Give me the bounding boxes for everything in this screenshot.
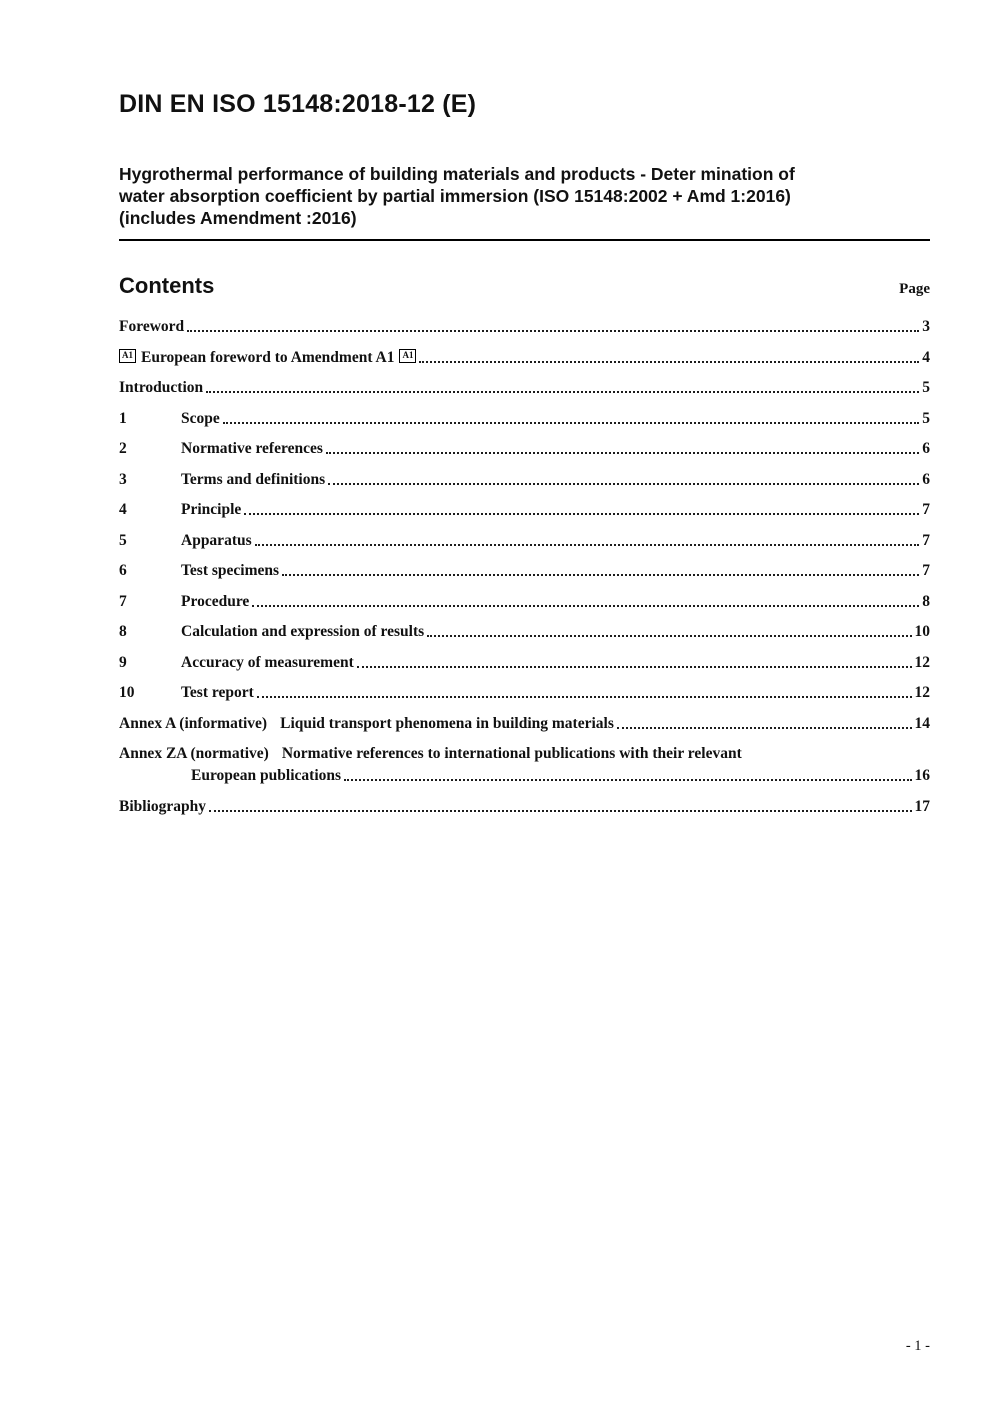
toc-entry-number: 8 [119,623,127,640]
toc-entry-page-number: 6 [922,440,930,457]
toc-entry-number: 1 [119,409,127,427]
toc-entry-page-number: 7 [922,562,930,579]
toc-entry-page-number: 17 [914,797,930,815]
toc-entry [119,470,930,489]
toc-entry-page-number: 16 [914,767,930,784]
toc-entry-label: Scope [181,409,220,427]
page-content [119,0,930,816]
title-divider-rule [119,239,930,241]
toc-entry [119,317,930,336]
dotted-leader [223,422,920,424]
dotted-leader [328,483,919,485]
toc-entry-page-number: 7 [922,501,930,518]
toc-entry-continuation [119,766,930,785]
toc-entry-page-number: 14 [914,714,930,732]
toc-entry-label: Apparatus [181,531,252,549]
document-title-line: water absorption coefficient by partial immersion (ISO 15148:2002 + Amd 1:2016) [119,186,791,206]
dotted-leader [419,361,919,363]
toc-entry-label: Introduction [119,379,204,396]
toc-entry-number: 5 [119,531,127,549]
contents-heading: Contents [119,273,215,298]
dotted-leader [326,452,919,454]
toc-entry [119,378,930,397]
page-column-label: Page [899,281,930,297]
a1-amendment-close-icon: A1 [399,349,416,363]
dotted-leader [344,779,911,781]
toc-entry-label: European publications [191,767,342,784]
dotted-leader [252,605,919,607]
toc-entry [119,744,930,763]
toc-entry-page-number: 8 [922,592,930,610]
dotted-leader [617,727,912,729]
toc-entry-number: 4 [119,501,127,518]
toc-entry-label: Terms and definitions [181,470,326,488]
toc-entry-label: Bibliography [119,797,206,815]
toc-entry-label: Calculation and expression of results [181,623,425,640]
document-title-line: Hygrothermal performance of building materials and products - Deter mination of [119,164,795,184]
toc-entry-label: Normative references to international publications with their relevant [281,745,742,762]
toc-entry-page-number: 5 [922,379,930,396]
toc-entry-number: 6 [119,562,127,579]
toc-annex-prefix: Annex A (informative) [119,714,268,732]
document-number-heading: DIN EN ISO 15148:2018-12 (E) [119,90,477,118]
toc-entry-label: Test specimens [181,562,280,579]
toc-entry [119,683,930,702]
toc-entry-page-number: 10 [914,623,930,640]
toc-annex-prefix: Annex ZA (normative) [119,745,269,762]
toc-entry-label: Liquid transport phenomena in building materials [280,714,614,732]
toc-entry [119,500,930,519]
toc-entry-page-number: 6 [922,470,930,488]
toc-entry [119,592,930,611]
toc-entry [119,714,930,733]
toc-entry [119,797,930,816]
toc-entry-page-number: 5 [922,409,930,427]
toc-entry [119,561,930,580]
dotted-leader [282,574,919,576]
page-number-footer: - 1 - [905,1338,930,1354]
dotted-leader [357,666,912,668]
toc-entry-label: European foreword to Amendment A1 [141,348,395,366]
dotted-leader [206,391,919,393]
dotted-leader [244,513,919,515]
toc-entry-number: 7 [119,592,127,610]
toc-entry [119,531,930,550]
dotted-leader [427,635,911,637]
toc-entry-number: 3 [119,470,127,488]
toc-entry-number: 2 [119,440,127,457]
toc-entry [119,653,930,672]
toc-entry-page-number: 12 [914,653,930,671]
a1-amendment-open-icon: A1 [119,349,136,363]
toc-entry-number: 10 [119,684,135,701]
toc-entry-label: Foreword [119,318,185,335]
toc-entry-page-number: 7 [922,531,930,549]
toc-entry-page-number: 4 [922,348,930,366]
toc-entry-label: Normative references [181,440,323,457]
toc-entry-label: Procedure [181,592,250,610]
toc-entry-page-number: 12 [914,684,930,701]
toc-entry-page-number: 3 [922,318,930,335]
toc-entry [119,348,930,367]
document-title [119,163,930,229]
toc-entry-label: Test report [181,684,254,701]
toc-entry [119,622,930,641]
toc-entry [119,439,930,458]
contents-header-row [119,273,930,299]
dotted-leader [257,696,912,698]
document-title-line: (includes Amendment :2016) [119,208,357,228]
toc-entry-label: Accuracy of measurement [181,653,354,671]
toc-entry-label: Principle [181,501,242,518]
dotted-leader [209,810,912,812]
toc-entry [119,409,930,428]
dotted-leader [255,544,920,546]
toc-list [119,317,930,816]
toc-entry-number: 9 [119,653,127,671]
dotted-leader [187,330,919,332]
